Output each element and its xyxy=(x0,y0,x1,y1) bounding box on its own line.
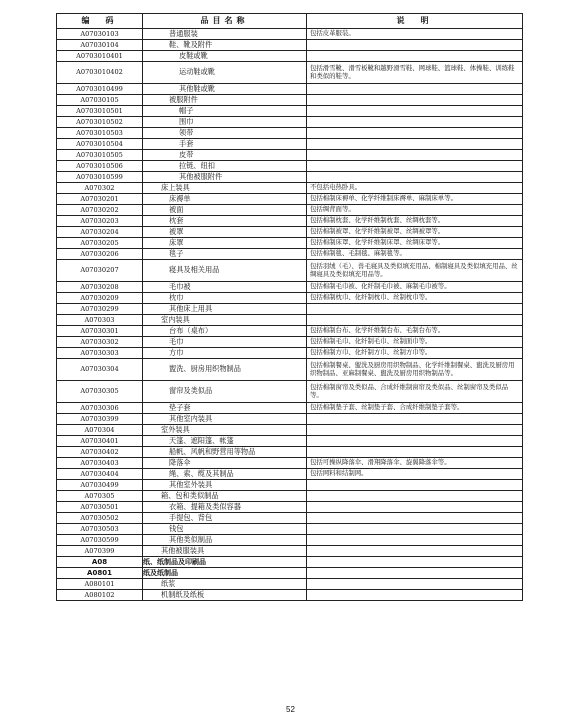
item-description: 包括羽绒（毛）、兽毛寝具及类似填充用品、棉制寝具及类似填充用品、丝绸寝具及类似填充用品等。 xyxy=(307,260,523,282)
table-row xyxy=(57,315,523,326)
item-name: 运动鞋或靴 xyxy=(143,62,307,84)
item-description xyxy=(307,106,523,117)
table-row xyxy=(57,29,523,40)
item-name: 窗帘及类似品 xyxy=(143,381,307,403)
item-description: 包括棉制窗帘及类似品、合成纤维制窗帘及类似品、丝制窗帘及类似品等。 xyxy=(307,381,523,403)
item-code: A0703010506 xyxy=(57,161,143,172)
table-row xyxy=(57,337,523,348)
table-row xyxy=(57,348,523,359)
item-code: A0703010599 xyxy=(57,172,143,183)
item-name: 枕套 xyxy=(143,216,307,227)
item-description xyxy=(307,502,523,513)
item-name: 室内装具 xyxy=(143,315,307,326)
table-row xyxy=(57,480,523,491)
item-description xyxy=(307,568,523,579)
item-code: A07030404 xyxy=(57,469,143,480)
item-name: 毛巾 xyxy=(143,337,307,348)
item-name: 垫子套 xyxy=(143,403,307,414)
table-row xyxy=(57,293,523,304)
table-row xyxy=(57,502,523,513)
item-code: A07030206 xyxy=(57,249,143,260)
item-description xyxy=(307,117,523,128)
table-row xyxy=(57,447,523,458)
item-name: 拉链、纽扣 xyxy=(143,161,307,172)
item-code: A08 xyxy=(57,557,143,568)
item-code: A0801 xyxy=(57,568,143,579)
item-description: 包括棉制毛巾被、化纤制毛巾被、麻制毛巾被等。 xyxy=(307,282,523,293)
table-row xyxy=(57,249,523,260)
table-row xyxy=(57,84,523,95)
item-code: A07030403 xyxy=(57,458,143,469)
item-code: A07030301 xyxy=(57,326,143,337)
header-code: 编 码 xyxy=(57,14,143,29)
item-code: A0703010505 xyxy=(57,150,143,161)
table-row xyxy=(57,139,523,150)
item-code: A07030209 xyxy=(57,293,143,304)
item-code: A070303 xyxy=(57,315,143,326)
item-name: 其他室内装具 xyxy=(143,414,307,425)
item-description: 包括棉制餐桌、盥洗及厨房用织物制品、化学纤维制餐桌、盥洗及厨房用织物制品、亚麻制餐桌、盥洗及厨房用织物制品等。 xyxy=(307,359,523,381)
table-row xyxy=(57,150,523,161)
item-name: 纸、纸制品及印刷品 xyxy=(143,557,307,568)
item-code: A07030201 xyxy=(57,194,143,205)
table-row xyxy=(57,194,523,205)
item-code: A0703010503 xyxy=(57,128,143,139)
item-name: 其他被服装具 xyxy=(143,546,307,557)
table-row xyxy=(57,381,523,403)
item-code: A0703010402 xyxy=(57,62,143,84)
item-name: 纸浆 xyxy=(143,579,307,590)
item-description xyxy=(307,84,523,95)
item-description xyxy=(307,128,523,139)
item-description xyxy=(307,40,523,51)
item-code: A0703010501 xyxy=(57,106,143,117)
item-description xyxy=(307,590,523,601)
item-code: A07030304 xyxy=(57,359,143,381)
item-code: A07030305 xyxy=(57,381,143,403)
item-name: 衣箱、提箱及类似容器 xyxy=(143,502,307,513)
item-name: 盥洗、厨房用织物制品 xyxy=(143,359,307,381)
item-name: 寝具及相关用品 xyxy=(143,260,307,282)
item-description xyxy=(307,436,523,447)
item-code: A07030202 xyxy=(57,205,143,216)
item-description: 包括可操纵降落伞、滑翔降落伞、旋翼降落伞等。 xyxy=(307,458,523,469)
item-description: 包括棉制方巾、化纤制方巾、丝制方巾等。 xyxy=(307,348,523,359)
item-name: 其他被服附件 xyxy=(143,172,307,183)
item-name: 其他室外装具 xyxy=(143,480,307,491)
item-name: 室外装具 xyxy=(143,425,307,436)
item-description xyxy=(307,172,523,183)
item-name: 床罩 xyxy=(143,238,307,249)
item-code: A07030501 xyxy=(57,502,143,513)
page-number: 52 xyxy=(286,705,295,714)
table-row xyxy=(57,183,523,194)
table-row xyxy=(57,469,523,480)
item-code: A07030399 xyxy=(57,414,143,425)
item-name: 其他类似制品 xyxy=(143,535,307,546)
item-code: A070304 xyxy=(57,425,143,436)
item-name: 毯子 xyxy=(143,249,307,260)
table-row xyxy=(57,304,523,315)
item-name: 床褥单 xyxy=(143,194,307,205)
item-description: 包括皮革服装。 xyxy=(307,29,523,40)
table-row xyxy=(57,513,523,524)
table-row xyxy=(57,216,523,227)
item-description: 包括棉制台布、化学纤维制台布、毛制台布等。 xyxy=(307,326,523,337)
item-description: 不包括电热卧具。 xyxy=(307,183,523,194)
item-code: A07030599 xyxy=(57,535,143,546)
item-code: A080101 xyxy=(57,579,143,590)
item-name: 皮带 xyxy=(143,150,307,161)
table-row xyxy=(57,95,523,106)
table-row xyxy=(57,414,523,425)
header-description: 说 明 xyxy=(307,14,523,29)
item-name: 帽子 xyxy=(143,106,307,117)
item-code: A0703010401 xyxy=(57,51,143,62)
item-code: A0703010499 xyxy=(57,84,143,95)
item-description xyxy=(307,546,523,557)
item-code: A07030205 xyxy=(57,238,143,249)
item-description: 包括网料和结制网。 xyxy=(307,469,523,480)
item-name: 鞋、靴及附件 xyxy=(143,40,307,51)
table-row xyxy=(57,359,523,381)
item-description xyxy=(307,315,523,326)
item-name: 手套 xyxy=(143,139,307,150)
item-code: A080102 xyxy=(57,590,143,601)
item-name: 降落伞 xyxy=(143,458,307,469)
item-description xyxy=(307,161,523,172)
item-description xyxy=(307,139,523,150)
item-description xyxy=(307,513,523,524)
table-row xyxy=(57,436,523,447)
item-code: A07030306 xyxy=(57,403,143,414)
item-code: A07030203 xyxy=(57,216,143,227)
item-name: 天篷、遮阳篷、帐篷 xyxy=(143,436,307,447)
item-name: 方巾 xyxy=(143,348,307,359)
item-name: 床上装具 xyxy=(143,183,307,194)
table-row xyxy=(57,282,523,293)
item-description xyxy=(307,491,523,502)
table-row xyxy=(57,590,523,601)
table-row xyxy=(57,117,523,128)
item-description: 包括棉制床褥单、化学纤维制床褥单、麻制床单等。 xyxy=(307,194,523,205)
table-row xyxy=(57,161,523,172)
item-name: 纸及纸制品 xyxy=(143,568,307,579)
item-name: 被面 xyxy=(143,205,307,216)
item-description: 包括棉制毯、毛制毯、麻制毯等。 xyxy=(307,249,523,260)
item-description xyxy=(307,95,523,106)
item-name: 绳、索、缆及其制品 xyxy=(143,469,307,480)
table-row xyxy=(57,403,523,414)
item-code: A07030503 xyxy=(57,524,143,535)
table-row xyxy=(57,535,523,546)
item-description xyxy=(307,304,523,315)
item-code: A07030104 xyxy=(57,40,143,51)
table-row xyxy=(57,458,523,469)
item-code: A07030499 xyxy=(57,480,143,491)
item-description: 包括绸背面等。 xyxy=(307,205,523,216)
table-row xyxy=(57,227,523,238)
table-row xyxy=(57,557,523,568)
item-description xyxy=(307,557,523,568)
table-row xyxy=(57,260,523,282)
header-item-name: 品目名称 xyxy=(143,14,307,29)
table-row xyxy=(57,106,523,117)
table-row xyxy=(57,491,523,502)
item-code: A0703010504 xyxy=(57,139,143,150)
item-code: A07030401 xyxy=(57,436,143,447)
item-name: 普通服装 xyxy=(143,29,307,40)
item-code: A07030105 xyxy=(57,95,143,106)
table-row xyxy=(57,326,523,337)
item-name: 机制纸及纸板 xyxy=(143,590,307,601)
table-row xyxy=(57,51,523,62)
item-description: 包括棉制毛巾、化纤制毛巾、丝制面巾等。 xyxy=(307,337,523,348)
item-description xyxy=(307,480,523,491)
item-name: 其他床上用具 xyxy=(143,304,307,315)
item-description: 包括棉制床罩、化学纤维制床罩、丝绸床罩等。 xyxy=(307,238,523,249)
table-row xyxy=(57,524,523,535)
item-description: 包括棉制被罩、化学纤维制被罩、丝绸被罩等。 xyxy=(307,227,523,238)
item-description xyxy=(307,150,523,161)
item-name: 钱包 xyxy=(143,524,307,535)
item-description xyxy=(307,535,523,546)
item-code: A07030207 xyxy=(57,260,143,282)
table-row xyxy=(57,62,523,84)
table-row xyxy=(57,128,523,139)
item-code: A07030299 xyxy=(57,304,143,315)
item-name: 箱、包和类似制品 xyxy=(143,491,307,502)
item-name: 围巾 xyxy=(143,117,307,128)
item-name: 船帆、风帆和野营用等物品 xyxy=(143,447,307,458)
item-code: A07030302 xyxy=(57,337,143,348)
item-code: A070305 xyxy=(57,491,143,502)
item-code: A070399 xyxy=(57,546,143,557)
item-description xyxy=(307,447,523,458)
item-name: 其他鞋或靴 xyxy=(143,84,307,95)
item-description: 包括棉制枕套、化学纤维制枕套、丝绸枕套等。 xyxy=(307,216,523,227)
item-code: A07030303 xyxy=(57,348,143,359)
item-description xyxy=(307,51,523,62)
item-description xyxy=(307,524,523,535)
item-name: 台布（桌布） xyxy=(143,326,307,337)
item-name: 被服附件 xyxy=(143,95,307,106)
item-description xyxy=(307,414,523,425)
table-row xyxy=(57,568,523,579)
table-row xyxy=(57,205,523,216)
item-name: 手提包、背包 xyxy=(143,513,307,524)
table-row xyxy=(57,425,523,436)
table-row xyxy=(57,172,523,183)
item-name: 领带 xyxy=(143,128,307,139)
item-code: A07030204 xyxy=(57,227,143,238)
table-header-row xyxy=(57,14,523,29)
item-name: 被罩 xyxy=(143,227,307,238)
item-name: 枕巾 xyxy=(143,293,307,304)
item-code: A0703010502 xyxy=(57,117,143,128)
table-row xyxy=(57,546,523,557)
item-code: A07030402 xyxy=(57,447,143,458)
item-code: A07030208 xyxy=(57,282,143,293)
table-row xyxy=(57,40,523,51)
item-code: A07030502 xyxy=(57,513,143,524)
item-description: 包括棉制枕巾、化纤制枕巾、丝制枕巾等。 xyxy=(307,293,523,304)
item-description xyxy=(307,425,523,436)
item-name: 皮鞋或靴 xyxy=(143,51,307,62)
item-description: 包括棉制垫子套、丝制垫子套、合成纤维制垫子套等。 xyxy=(307,403,523,414)
item-code: A070302 xyxy=(57,183,143,194)
catalog-table xyxy=(56,13,523,601)
table-row xyxy=(57,579,523,590)
table-row xyxy=(57,238,523,249)
item-name: 毛巾被 xyxy=(143,282,307,293)
item-code: A07030103 xyxy=(57,29,143,40)
item-description: 包括滑雪靴、滑雪板靴和越野滑雪鞋、网球鞋、篮球鞋、体操鞋、训练鞋和类似的鞋等。 xyxy=(307,62,523,84)
item-description xyxy=(307,579,523,590)
